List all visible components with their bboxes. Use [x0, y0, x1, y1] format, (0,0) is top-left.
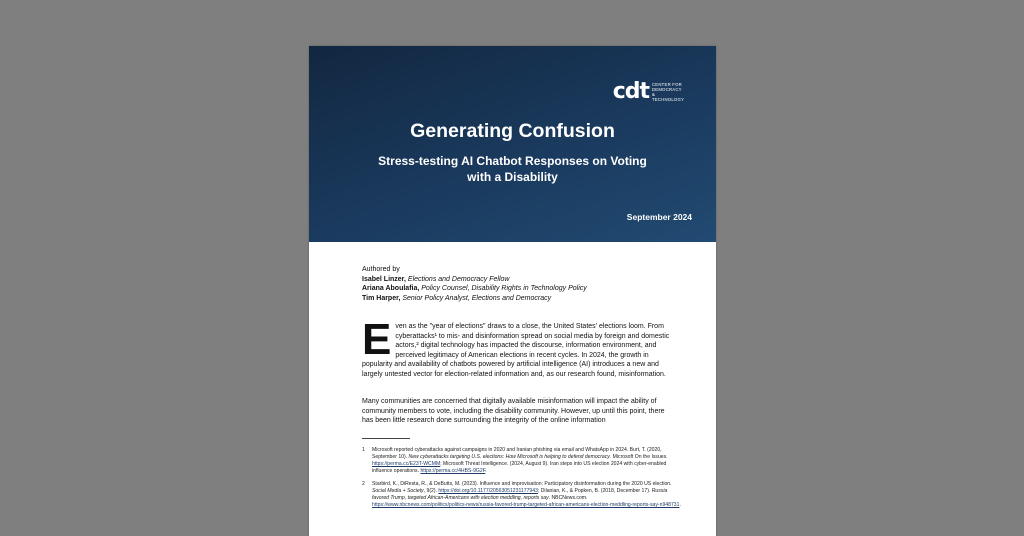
- author-role: Senior Policy Analyst, Elections and Democracy: [402, 294, 552, 302]
- second-paragraph: Many communities are concerned that digitally available misinformation will impact the ability of community members to vote, including the disability community. However, up until this point, there has been little research done surrounding the integrity of the online information: [362, 398, 665, 425]
- footnote-number: 2: [362, 481, 365, 487]
- document-page: [309, 46, 716, 536]
- footnote-segment: ; Microsoft Threat Intelligence. (2024, August 9). Iran steps into US election 2024 with cyber-enabled influence operations.: [372, 460, 667, 474]
- footnote-number: 1: [362, 447, 365, 453]
- drop-cap: E: [362, 315, 392, 364]
- footnote-link[interactable]: https://perma.cc/4HBS-9G2F: [420, 467, 486, 474]
- author-line: [362, 294, 682, 304]
- footnote-text: [372, 481, 682, 509]
- intro-paragraph: [362, 315, 675, 380]
- footnote-link[interactable]: https://www.nbcnews.com/politics/politics-news/russia-favored-trump-targeted-african-americans-election-meddling-reports-say-n948731: [372, 501, 680, 508]
- cdt-logo: [613, 79, 686, 104]
- author-line: [362, 275, 682, 285]
- footnote-segment: . NBCNews.com.: [548, 494, 588, 501]
- author-line: [362, 284, 682, 294]
- footnote-1: [362, 447, 682, 475]
- report-title: Generating Confusion: [410, 120, 615, 142]
- author-role: Elections and Democracy Fellow: [407, 275, 510, 283]
- author-name: Ariana Aboulafia,: [362, 285, 420, 293]
- footnote-segment: New cyberattacks targeting U.S. elections: How Microsoft is helping to defend democracy: [408, 453, 610, 460]
- footnote-2: [362, 481, 682, 509]
- report-subtitle: Stress-testing AI Chatbot Responses on Voting with a Disability: [378, 154, 647, 184]
- footnote-text: [372, 447, 682, 475]
- author-name: Tim Harper,: [362, 294, 401, 302]
- footnote-divider: [362, 438, 410, 439]
- footnote-link[interactable]: https://perma.cc/E23T-WCMM: [372, 460, 441, 467]
- footnote-segment: Social Media + Society: [372, 487, 424, 494]
- logo-mark: cdt: [612, 79, 649, 104]
- author-role: Policy Counsel, Disability Rights in Technology Policy: [421, 285, 587, 293]
- cover-banner: [309, 46, 716, 242]
- footnote-segment: , 9(2).: [423, 487, 439, 494]
- authors-heading: Authored by: [362, 266, 400, 273]
- footnote-segment: .: [679, 501, 681, 508]
- footnote-segment: Microsoft reported cyberattacks against campaigns in 2020 and Iranian phishing via email and WhatsApp in 2024. Burt, T. (2020, September 10).: [372, 447, 662, 460]
- footnote-segment: . Microsoft On the Issues.: [609, 453, 668, 460]
- logo-text: CENTER FOR DEMOCRACY & TECHNOLOGY: [652, 81, 685, 102]
- intro-paragraph-text: ven as the "year of elections" draws to a close, the United States' elections loom. From cyberattacks¹ to mis- and disinformation spread on social media by foreign and domestic actors,² digital technology has impacted the discourse, information environment, and perceived legitimacy of American elections in recent cycles. In 2024, the growth in popularity and availability of chatbots powered by artificial intelligence (AI) introduces a new and largely untested vector for election-related information and, as our research found, misinformation.: [362, 323, 670, 378]
- author-name: Isabel Linzer,: [362, 275, 406, 283]
- footnote-segment: .: [485, 467, 487, 474]
- report-date: September 2024: [626, 212, 692, 222]
- footnote-link[interactable]: https://doi.org/10.1177/20563051231177943: [438, 487, 538, 494]
- footnote-segment: Russia favored Trump, targeted African-Americans with election meddling, reports say: [372, 487, 668, 501]
- footnote-segment: Starbird, K., DiResta, R., & DeButts, M. (2023). Influence and improvisation: Participatory disinformation during the 2020 US election.: [372, 481, 672, 487]
- footnote-segment: ; Dilanian, K., & Popken, B. (2018, December 17).: [537, 487, 652, 494]
- authors-block: [362, 265, 682, 303]
